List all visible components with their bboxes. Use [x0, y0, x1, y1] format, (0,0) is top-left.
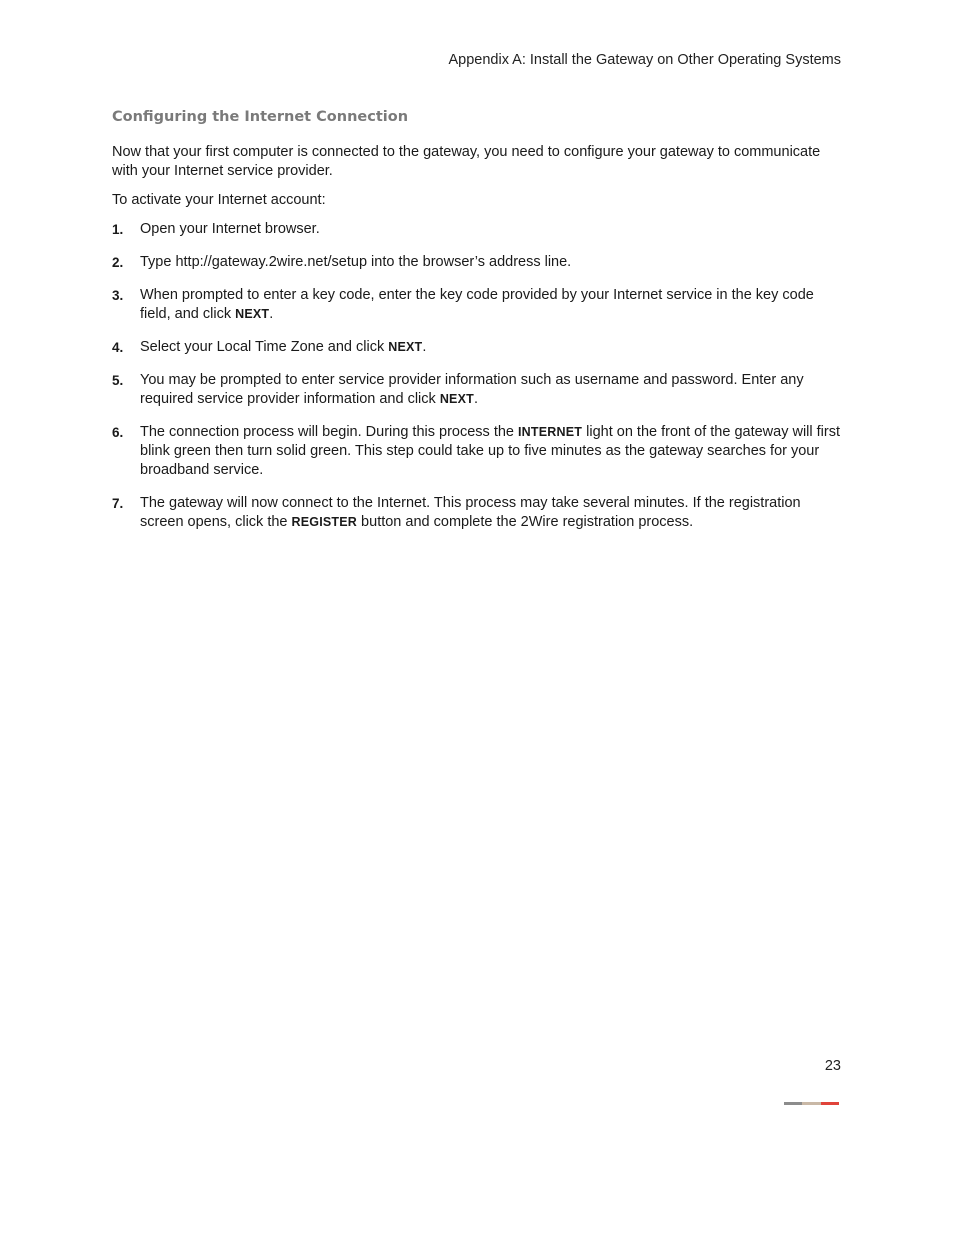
step-text-segment: light on the front of the gateway will first blink green then turn solid green. This step could take up to five minutes as the gateway searches for your broadband service. — [140, 424, 841, 478]
section-title: Configuring the Internet Connection — [112, 109, 409, 125]
step-text — [140, 424, 840, 478]
footer-bar-segment — [802, 1102, 821, 1105]
steps-list — [112, 220, 842, 532]
footer-accent-bar — [784, 1102, 839, 1105]
ui-keyword: REGISTER — [291, 515, 358, 529]
step-number: 3. — [112, 288, 124, 303]
step-text-segment: When prompted to enter a key code, enter the key code provided by your Internet service in the key code field, and click — [140, 287, 814, 322]
step-item — [112, 371, 842, 409]
page-content — [112, 108, 842, 546]
footer-bar-segment — [821, 1102, 839, 1105]
step-text — [140, 221, 320, 237]
step-number: 6. — [112, 425, 124, 440]
step-text — [140, 287, 814, 322]
step-text-segment: . — [422, 339, 427, 355]
ui-keyword: NEXT — [388, 340, 423, 354]
step-text — [140, 495, 801, 530]
step-item — [112, 253, 842, 272]
step-number: 7. — [112, 496, 124, 511]
step-number: 5. — [112, 373, 124, 388]
step-text-segment: Open your Internet browser. — [140, 221, 320, 237]
step-text-segment: Type http://gateway.2wire.net/setup into the browser’s address line. — [140, 254, 572, 270]
step-item — [112, 494, 842, 532]
step-number: 2. — [112, 255, 124, 270]
step-number: 1. — [112, 222, 124, 237]
ui-keyword: INTERNET — [518, 425, 583, 439]
step-item — [112, 286, 842, 324]
footer-bar-segment — [784, 1102, 802, 1105]
step-text-segment: Select your Local Time Zone and click — [140, 339, 389, 355]
step-number: 4. — [112, 340, 124, 355]
intro-paragraph: Now that your first computer is connected to the gateway, you need to configure your gateway to communicate with your Internet service provider. — [112, 144, 821, 179]
step-text-segment: The connection process will begin. During this process the — [140, 424, 518, 440]
ui-keyword: NEXT — [235, 307, 270, 321]
step-item — [112, 220, 842, 239]
step-text-segment: The gateway will now connect to the Internet. This process may take several minutes. If the registration screen opens, click the — [140, 495, 801, 530]
page-number: 23 — [824, 1058, 841, 1074]
step-text-segment: button and complete the 2Wire registration process. — [357, 514, 694, 530]
step-text — [140, 339, 426, 355]
step-text-segment: . — [269, 306, 274, 322]
step-text — [140, 372, 804, 407]
step-text — [140, 254, 571, 270]
step-item — [112, 338, 842, 357]
running-header: Appendix A: Install the Gateway on Other Operating Systems — [448, 52, 841, 68]
step-text-segment: You may be prompted to enter service provider information such as username and password. Enter any required service provider information and click — [140, 372, 804, 407]
step-text-segment: . — [473, 391, 478, 407]
lead-in-paragraph: To activate your Internet account: — [112, 192, 326, 208]
ui-keyword: NEXT — [439, 392, 474, 406]
step-item — [112, 423, 842, 480]
